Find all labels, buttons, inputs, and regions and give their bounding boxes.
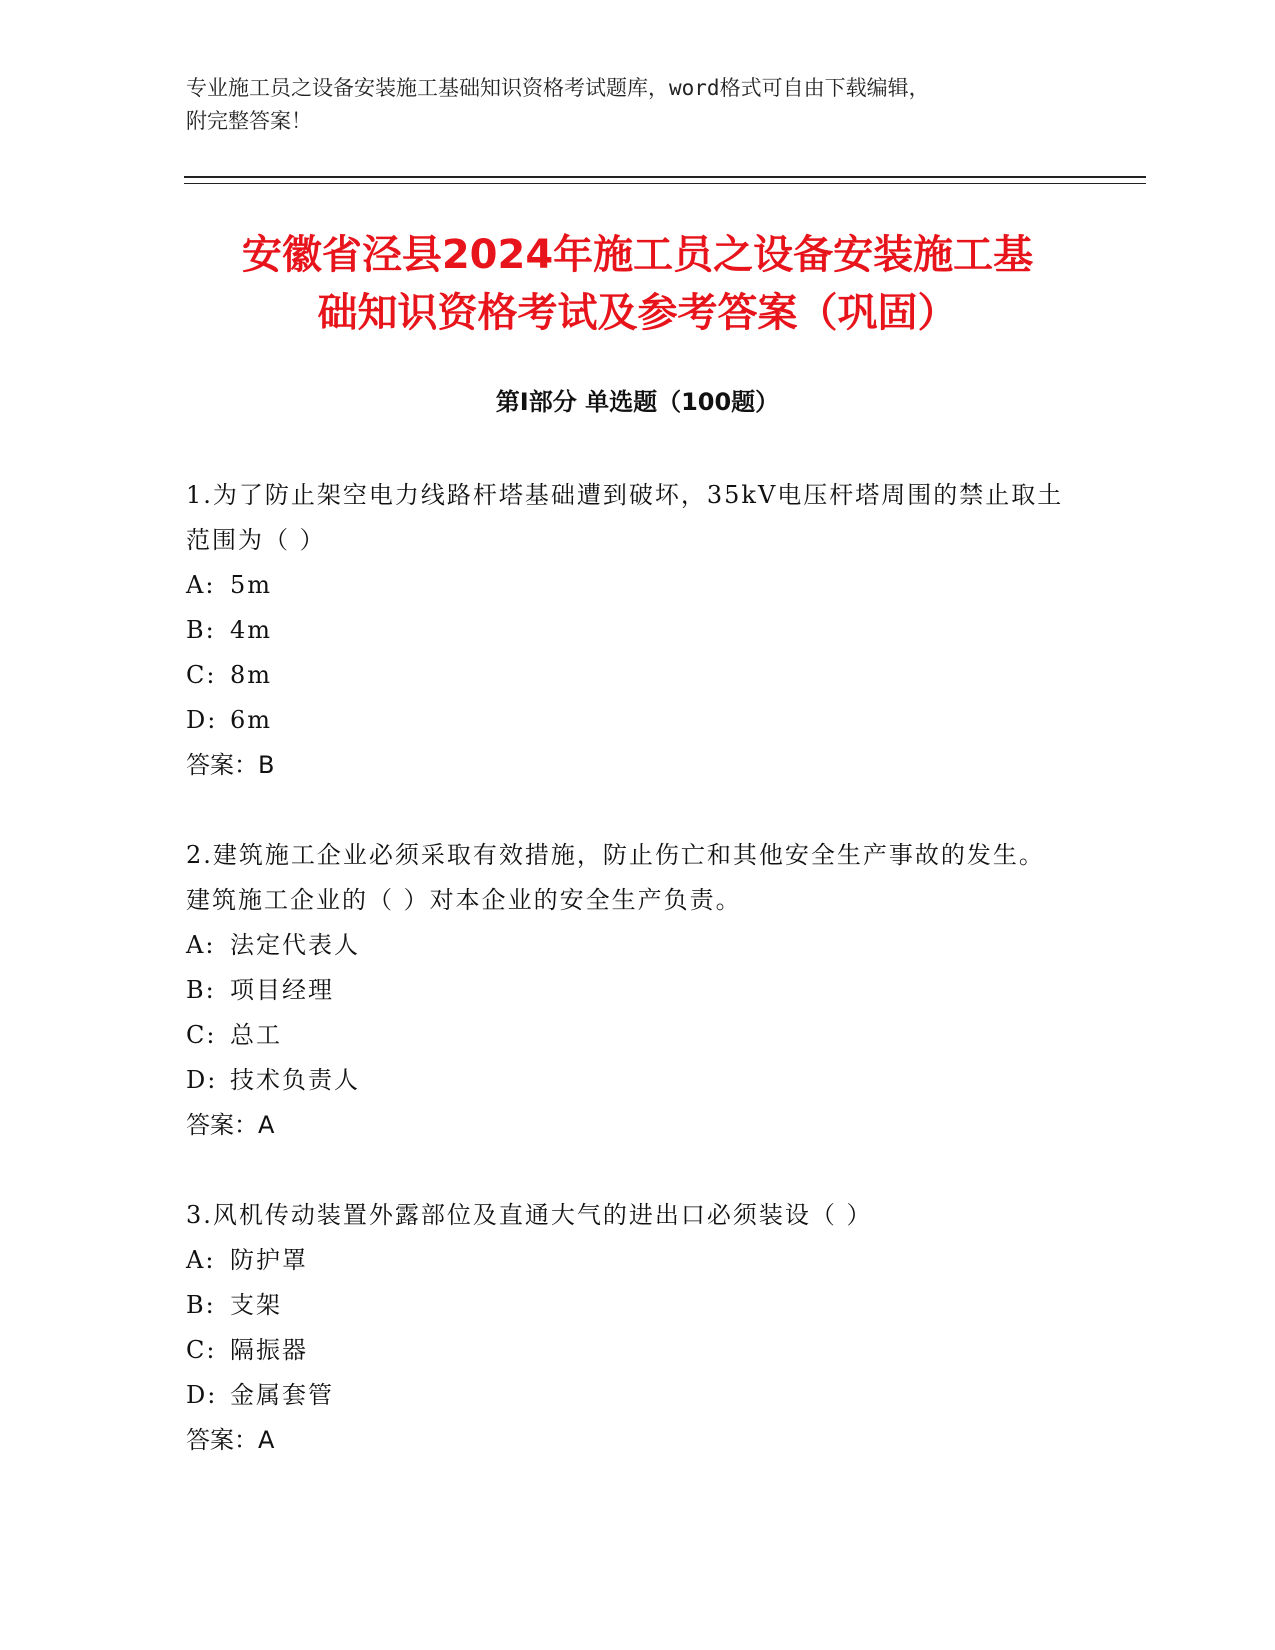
option-text: 技术负责人 xyxy=(230,1066,360,1094)
option-letter: D: xyxy=(186,706,218,734)
option-b xyxy=(186,968,1066,1013)
question-3 xyxy=(186,1193,1066,1463)
option-a xyxy=(186,563,1066,608)
option-letter: A: xyxy=(186,1246,216,1274)
option-text: 4m xyxy=(230,616,273,644)
answer-line: 答案：A xyxy=(186,1111,275,1139)
option-d xyxy=(186,1373,1066,1418)
option-text: 隔振器 xyxy=(230,1336,308,1364)
option-d xyxy=(186,1058,1066,1103)
option-text: 8m xyxy=(230,661,273,689)
question-1 xyxy=(186,473,1066,788)
option-text: 6m xyxy=(230,706,273,734)
question-stem: 2.建筑施工企业必须采取有效措施，防止伤亡和其他安全生产事故的发生。建筑施工企业的（ ）对本企业的安全生产负责。 xyxy=(186,841,1045,914)
option-a xyxy=(186,1238,1066,1283)
option-letter: C: xyxy=(186,1336,217,1364)
option-text: 支架 xyxy=(230,1291,282,1319)
document-title xyxy=(150,226,1125,342)
header-divider-thin xyxy=(184,183,1146,184)
intro-line-2: 附完整答案！ xyxy=(186,109,312,133)
option-b xyxy=(186,608,1066,653)
option-letter: B: xyxy=(186,616,216,644)
question-2 xyxy=(186,833,1066,1148)
option-d xyxy=(186,698,1066,743)
option-letter: B: xyxy=(186,1291,216,1319)
option-text: 防护罩 xyxy=(230,1246,308,1274)
option-letter: D: xyxy=(186,1381,218,1409)
title-line-1: 安徽省泾县2024年施工员之设备安装施工基 xyxy=(241,232,1034,278)
option-text: 总工 xyxy=(230,1021,282,1049)
intro-text xyxy=(186,72,1086,138)
option-text: 项目经理 xyxy=(230,976,334,1004)
question-stem: 3.风机传动装置外露部位及直通大气的进出口必须装设（ ） xyxy=(186,1201,873,1229)
option-letter: C: xyxy=(186,1021,217,1049)
option-b xyxy=(186,1283,1066,1328)
option-letter: D: xyxy=(186,1066,218,1094)
option-text: 5m xyxy=(230,571,273,599)
option-letter: C: xyxy=(186,661,217,689)
option-c xyxy=(186,1328,1066,1373)
option-c xyxy=(186,653,1066,698)
option-letter: A: xyxy=(186,571,216,599)
intro-line-1: 专业施工员之设备安装施工基础知识资格考试题库，word格式可自由下载编辑， xyxy=(186,76,930,100)
option-letter: A: xyxy=(186,931,216,959)
section-heading: 第Ⅰ部分 单选题（100题） xyxy=(495,388,780,416)
header-divider-thick xyxy=(184,176,1146,178)
answer-line: 答案：A xyxy=(186,1426,275,1454)
question-list xyxy=(186,473,1066,1508)
answer-line: 答案：B xyxy=(186,751,275,779)
option-text: 金属套管 xyxy=(230,1381,334,1409)
title-line-2: 础知识资格考试及参考答案（巩固） xyxy=(317,290,958,336)
question-stem: 1.为了防止架空电力线路杆塔基础遭到破坏，35kV电压杆塔周围的禁止取土范围为（ ） xyxy=(186,481,1064,554)
option-text: 法定代表人 xyxy=(230,931,360,959)
option-c xyxy=(186,1013,1066,1058)
option-letter: B: xyxy=(186,976,216,1004)
option-a xyxy=(186,923,1066,968)
